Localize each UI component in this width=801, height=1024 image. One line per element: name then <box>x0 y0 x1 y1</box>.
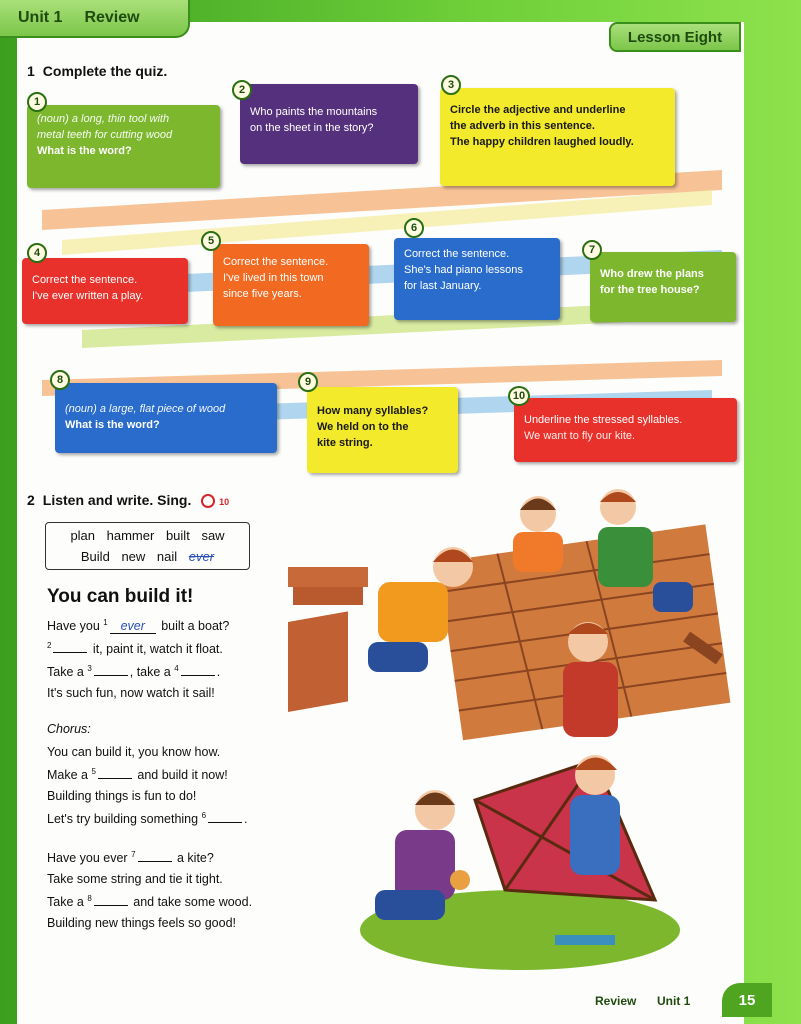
quiz-number-3: 3 <box>441 75 461 95</box>
blank-number: 6 <box>201 811 207 820</box>
song-text: it, paint it, watch it float. <box>89 642 223 657</box>
song-text: and take some wood. <box>129 895 253 910</box>
quiz-card-1-question: What is the word? <box>37 145 132 157</box>
song-text: , take a <box>129 665 175 680</box>
quiz-card-7 <box>590 252 736 322</box>
quiz-card-5-line: Correct the sentence. <box>223 256 329 268</box>
quiz-card-7-line: Who drew the plans <box>600 268 704 280</box>
quiz-card-7-line: for the tree house? <box>600 284 700 296</box>
lesson-tab: Lesson Eight <box>609 22 741 52</box>
song-text: Let's try building something <box>47 812 202 827</box>
section-label: Review <box>84 9 140 26</box>
quiz-card-6-line: She's had piano lessons <box>404 264 523 276</box>
quiz-number-5: 5 <box>201 231 221 251</box>
answer-blank[interactable]: ever <box>110 619 156 634</box>
blank-number: 7 <box>131 850 136 859</box>
quiz-card-2 <box>240 84 418 164</box>
quiz-number-10: 10 <box>508 386 530 406</box>
quiz-card-8-question: What is the word? <box>65 419 160 431</box>
exercise2-heading <box>27 492 229 508</box>
song-line: It's such fun, now watch it sail! <box>47 686 215 700</box>
song-line: Take some string and tie it tight. <box>47 872 223 886</box>
quiz-card-6 <box>394 238 560 320</box>
quiz-number-7: 7 <box>582 240 602 260</box>
footer-unit: Unit 1 <box>657 994 691 1008</box>
song-line: Building new things feels so good! <box>47 916 237 930</box>
song-text: Have you <box>47 619 104 634</box>
unit-label: Unit 1 <box>18 9 63 26</box>
answer-blank[interactable] <box>94 675 128 676</box>
word-box-word-used: ever <box>188 549 215 564</box>
quiz-card-5-line: since five years. <box>223 288 302 300</box>
quiz-card-6-line: Correct the sentence. <box>404 248 510 260</box>
song-text: and build it now! <box>133 768 228 783</box>
song-line <box>47 664 220 679</box>
song-text: Have you ever <box>47 851 132 866</box>
exercise2-number: 2 <box>27 492 35 508</box>
word-box-word: Build <box>80 549 110 564</box>
song-line <box>47 618 229 634</box>
song-text: Take a <box>47 665 88 680</box>
quiz-card-2-line: Who paints the mountains <box>250 106 378 118</box>
quiz-card-5 <box>213 244 369 326</box>
quiz-card-8-line: (noun) a large, flat piece of wood <box>65 403 226 415</box>
song-line <box>47 641 223 656</box>
quiz-card-4-line: Correct the sentence. <box>32 274 138 286</box>
quiz-card-9-line: How many syllables? <box>317 405 429 417</box>
blank-number: 2 <box>47 641 52 650</box>
song-line <box>47 811 248 826</box>
song-line <box>47 767 228 782</box>
blank-number: 3 <box>87 664 92 673</box>
audio-icon[interactable] <box>201 494 215 508</box>
quiz-number-4: 4 <box>27 243 47 263</box>
quiz-card-1 <box>27 105 220 188</box>
quiz-number-6: 6 <box>404 218 424 238</box>
quiz-number-1: 1 <box>27 92 47 112</box>
song-text: Take a <box>47 895 88 910</box>
quiz-card-9-line: We held on to the <box>317 421 409 433</box>
quiz-card-1-line: (noun) a long, thin tool with <box>37 113 170 125</box>
quiz-card-6-line: for last January. <box>404 280 482 292</box>
track-number: 10 <box>219 497 230 507</box>
song-line <box>47 850 214 865</box>
quiz-card-5-line: I've lived in this town <box>223 272 324 284</box>
quiz-number-2: 2 <box>232 80 252 100</box>
word-box-word: hammer <box>106 528 155 543</box>
answer-blank[interactable] <box>138 861 172 862</box>
page-number: 15 <box>722 983 772 1017</box>
quiz-card-10-line: We want to fly our kite. <box>524 430 636 442</box>
word-box-word: built <box>165 528 190 543</box>
exercise1-title: Complete the quiz. <box>42 63 168 79</box>
chorus-label: Chorus: <box>47 722 91 736</box>
quiz-card-3-line: the adverb in this sentence. <box>450 120 595 132</box>
song-line: Building things is fun to do! <box>47 789 197 803</box>
blank-number: 8 <box>87 894 92 903</box>
raft-building-illustration <box>288 482 738 742</box>
quiz-card-9-line: kite string. <box>317 437 373 449</box>
word-box-word: new <box>121 549 146 564</box>
quiz-card-4 <box>22 258 188 324</box>
answer-blank[interactable] <box>98 778 132 779</box>
word-box-word: plan <box>70 528 96 543</box>
answer-blank[interactable] <box>94 905 128 906</box>
exercise1-heading <box>27 63 167 79</box>
song-text: a kite? <box>173 851 214 866</box>
exercise1-number: 1 <box>27 63 35 79</box>
word-box-word: saw <box>201 528 225 543</box>
song-line: You can build it, you know how. <box>47 745 221 759</box>
quiz-card-3-line: The happy children laughed loudly. <box>450 136 634 148</box>
quiz-card-4-line: I've ever written a play. <box>32 290 144 302</box>
answer-blank[interactable] <box>208 822 242 823</box>
quiz-card-2-line: on the sheet in the story? <box>250 122 374 134</box>
footer-review: Review <box>595 994 637 1008</box>
song-text: built a boat? <box>157 619 230 634</box>
answer-blank[interactable] <box>181 675 215 676</box>
quiz-card-1-line: metal teeth for cutting wood <box>37 129 173 141</box>
answer-blank[interactable] <box>53 652 87 653</box>
song-line <box>47 894 252 909</box>
song-text: . <box>216 665 221 680</box>
quiz-card-3 <box>440 88 675 186</box>
blank-number: 1 <box>103 618 108 627</box>
quiz-card-8 <box>55 383 277 453</box>
unit-tab <box>0 0 190 38</box>
word-box-word: nail <box>156 549 178 564</box>
quiz-number-9: 9 <box>298 372 318 392</box>
word-box <box>45 522 250 570</box>
kite-making-illustration <box>355 740 685 970</box>
quiz-card-3-line: Circle the adjective and underline <box>450 104 626 116</box>
quiz-card-9 <box>307 387 458 473</box>
quiz-card-10 <box>514 398 737 462</box>
blank-number: 5 <box>91 767 96 776</box>
song-text: . <box>244 812 248 827</box>
quiz-number-8: 8 <box>50 370 70 390</box>
quiz-card-10-line: Underline the stressed syllables. <box>524 414 683 426</box>
song-text: Make a <box>47 768 92 783</box>
exercise2-title: Listen and write. Sing. <box>42 492 192 508</box>
song-title: You can build it! <box>47 586 194 607</box>
blank-number: 4 <box>174 664 179 673</box>
